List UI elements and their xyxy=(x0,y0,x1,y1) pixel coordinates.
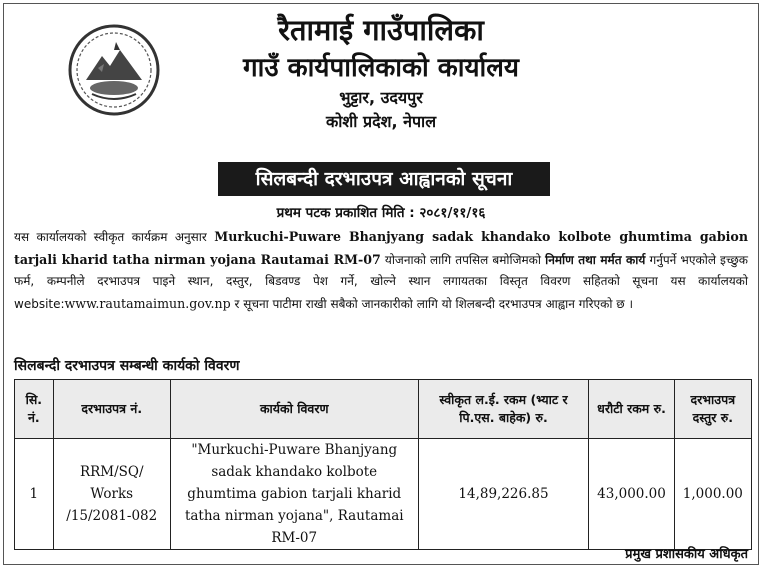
header-description: कार्यको विवरण xyxy=(170,380,418,439)
municipality-name: रैतामाई गाउँपालिका xyxy=(278,13,484,47)
address-line-2: कोशी प्रदेश, नेपाल xyxy=(325,112,437,131)
notice-title: सिलबन्दी दरभाउपत्र आह्वानको सूचना xyxy=(218,162,550,196)
body-text-2: योजनाको लागि तपसिल बमोजिमको xyxy=(384,252,541,267)
website-link[interactable]: www.rautamaimun.gov.np xyxy=(64,295,231,311)
cell-bid-no: RRM/SQ/ Works /15/2081-082 xyxy=(53,439,170,550)
table-header-row xyxy=(15,380,752,439)
header-deposit: धरौटी रकम रु. xyxy=(589,380,674,439)
notice-page xyxy=(3,3,759,565)
body-text-4: र सूचना पाटीमा राखी सबैको जानकारीको लागि यो शिलबन्दी दरभाउपत्र आह्वान गरिएको छ । xyxy=(234,296,634,311)
work-type: निर्माण तथा मर्मत कार्य xyxy=(545,252,646,267)
table-row xyxy=(15,439,752,550)
signatory-title: प्रमुख प्रशासकीय अधिकृत xyxy=(625,547,748,562)
header-bid-no: दरभाउपत्र नं. xyxy=(53,380,170,439)
section-title: सिलबन्दी दरभाउपत्र सम्बन्धी कार्यको विवरण xyxy=(14,358,240,374)
cell-description: "Murkuchi-Puware Bhanjyang sadak khandako kolbote ghumtima gabion tarjali kharid tatha nirman yojana", Rautamai RM-07 xyxy=(170,439,418,550)
cell-sn: 1 xyxy=(15,439,54,550)
body-text-3: गर्नुपर्ने भएकोले इच्छुक फर्म, कम्पनीले दरभाउपत्र पाइने स्थान, दस्तुर, बिडवण्ड पेश गर्ने, खोल्ने स्थान लगायतका विस्तृत विवरण सहितको सूचना यस कार्यालयको website: xyxy=(14,252,748,311)
cell-fee: 1,000.00 xyxy=(674,439,751,550)
header-amount: स्वीकृत ल.ई. रकम (भ्याट र पि.एस. बाहेक) रु. xyxy=(418,380,589,439)
office-header xyxy=(4,10,758,134)
cell-deposit: 43,000.00 xyxy=(589,439,674,550)
body-text-1: यस कार्यालयको स्वीकृत कार्यक्रम अनुसार xyxy=(14,230,207,244)
bid-details-table xyxy=(14,379,752,550)
notice-body xyxy=(14,226,748,315)
office-name: गाउँ कार्यपालिकाको कार्यालय xyxy=(243,53,519,83)
header-fee: दरभाउपत्र दस्तुर रु. xyxy=(674,380,751,439)
address-line-1: भुट्टार, उदयपुर xyxy=(339,88,423,107)
cell-amount: 14,89,226.85 xyxy=(418,439,589,550)
header-sn: सि. नं. xyxy=(15,380,54,439)
published-date: प्रथम पटक प्रकाशित मिति : २०८१/११/१६ xyxy=(276,205,486,221)
project-name: Murkuchi-Puware Bhanjyang sadak khandako kolbote ghumtima gabion tarjali kharid tatha nirman yojana Rautamai RM-07 xyxy=(14,229,748,267)
